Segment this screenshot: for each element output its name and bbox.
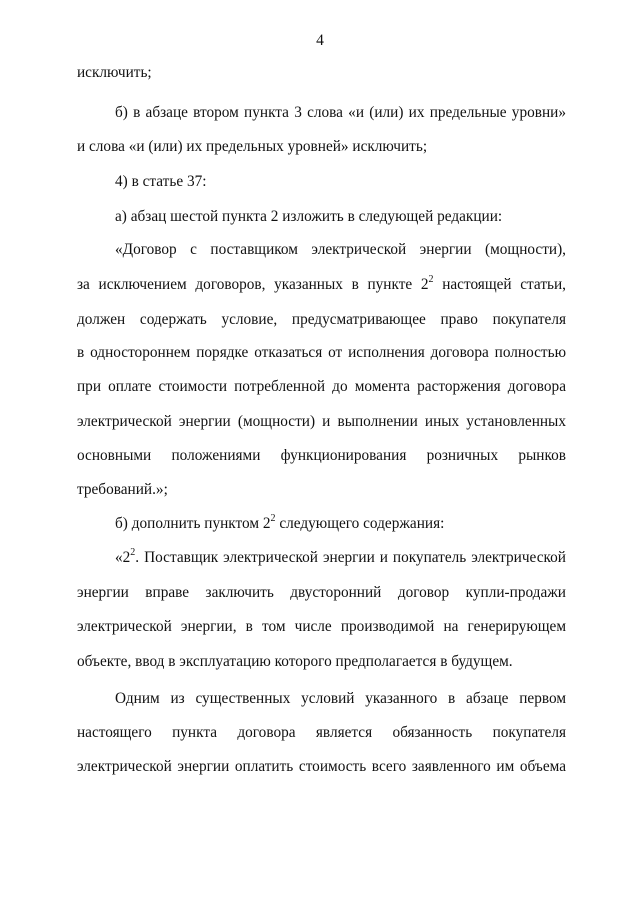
text-line: «Договор с поставщиком электрической энергии (мощности),	[115, 241, 566, 258]
text-line: электрической энергии оплатить стоимость всего заявленного им объема	[77, 758, 566, 775]
text-line: объекте, ввод в эксплуатацию которого предполагается в будущем.	[77, 653, 513, 670]
text-line	[77, 275, 566, 295]
text-line: и слова «и (или) их предельных уровней» исключить;	[77, 138, 428, 155]
text-fragment: следующего содержания:	[275, 515, 445, 532]
text-line: настоящего пункта договора является обязанность покупателя	[77, 724, 566, 741]
text-line: б) в абзаце втором пункта 3 слова «и (или) их предельные уровни»	[115, 104, 566, 121]
text-line: требований.»;	[77, 481, 168, 498]
text-line: основными положениями функционирования розничных рынков	[77, 447, 566, 464]
text-line: электрической энергии (мощности) и выполнении иных установленных	[77, 413, 566, 430]
text-fragment: «2	[115, 549, 131, 566]
text-line: Одним из существенных условий указанного в абзаце первом	[115, 690, 566, 707]
text-line: энергии вправе заключить двусторонний договор купли-продажи	[77, 584, 566, 601]
superscript: 2	[130, 547, 136, 558]
text-fragment: . Поставщик электрической энергии и покупатель электрической	[135, 549, 566, 566]
text-line	[115, 514, 566, 534]
text-line: в одностороннем порядке отказаться от исполнения договора полностью	[77, 344, 566, 361]
text-line: 4) в статье 37:	[115, 173, 207, 190]
superscript: 2	[428, 274, 434, 285]
text-line: а) абзац шестой пункта 2 изложить в следующей редакции:	[115, 208, 503, 225]
text-line: электрической энергии, в том числе производимой на генерирующем	[77, 618, 566, 635]
text-fragment: б) дополнить пунктом 2	[115, 515, 271, 532]
text-line	[115, 548, 566, 568]
text-line: исключить;	[77, 64, 152, 81]
text-fragment: за исключением договоров, указанных в пункте 2	[77, 276, 429, 293]
text-line: должен содержать условие, предусматривающее право покупателя	[77, 311, 566, 328]
text-line: при оплате стоимости потребленной до момента расторжения договора	[77, 378, 566, 395]
superscript: 2	[270, 513, 276, 524]
text-fragment: настоящей статьи,	[433, 276, 566, 293]
page-number: 4	[316, 32, 324, 49]
